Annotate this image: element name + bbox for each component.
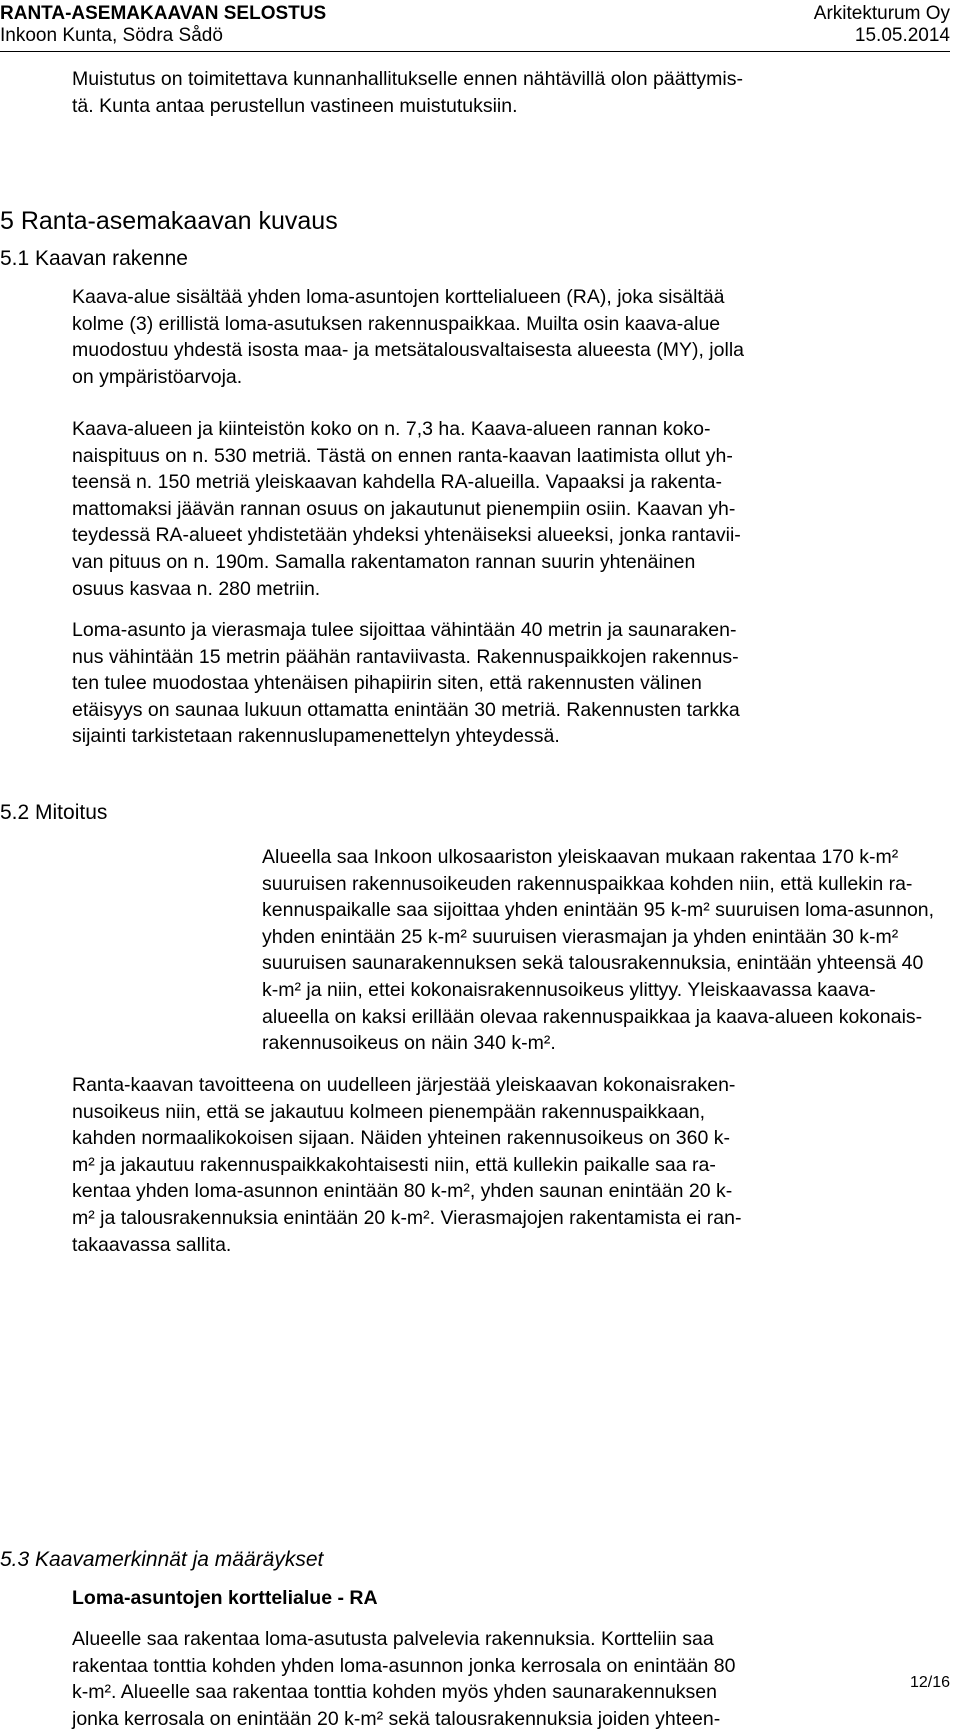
text-line: m² ja talousrakennuksia enintään 20 k-m². Vierasmajojen rakentamista ei ran- (72, 1206, 742, 1229)
text-line: kentaa yhden loma-asunnon enintään 80 k-m², yhden saunan enintään 20 k- (72, 1180, 733, 1203)
text-line: Alueelle saa rakentaa loma-asutusta palvelevia rakennuksia. Kortteliin saa (72, 1628, 714, 1650)
text-line: kennuspaikalle saa sijoittaa yhden enintään 95 k-m² suuruisen loma-asunnon, (262, 899, 935, 922)
text-line: alueella on kaksi erillään olevaa rakennuspaikkaa ja kaava-alueen kokonais- (262, 1005, 923, 1028)
text-line: nusoikeus niin, että se jakautuu kolmeen pienempään rakennuspaikkaan, (72, 1100, 706, 1123)
paragraph-5-3-a (72, 1626, 862, 1732)
text-line: Kaava-alueen ja kiinteistön koko on n. 7,3 ha. Kaava-alueen rannan koko- (72, 418, 711, 440)
text-line: takaavassa sallita. (72, 1233, 232, 1256)
section-heading-5-3: 5.3 Kaavamerkinnät ja määräykset (0, 1548, 324, 1571)
text-line: ten tulee muodostaa yhtenäisen pihapiirin siten, että rakennusten välinen (72, 672, 702, 695)
subheading-ra: Loma-asuntojen korttelialue - RA (72, 1587, 378, 1609)
header-divider (0, 51, 950, 52)
text-line: Kaava-alue sisältää yhden loma-asuntojen korttelialueen (RA), joka sisältää (72, 286, 725, 308)
text-line: Loma-asunto ja vierasmaja tulee sijoittaa vähintään 40 metrin ja saunaraken- (72, 619, 737, 641)
paragraph-5-1-a (72, 284, 862, 390)
text-line: osuus kasvaa n. 280 metriin. (72, 577, 321, 600)
text-line: k-m² ja niin, ettei kokonaisrakennusoikeus ylittyy. Yleiskaavassa kaava- (262, 978, 876, 1001)
paragraph-5-1-c (72, 617, 862, 750)
text-line: suuruisen saunarakennuksen sekä talousrakennuksia, enintään yhteensä 40 (262, 952, 924, 975)
text-line: yhden enintään 25 k-m² suuruisen vierasmajan ja yhden enintään 30 k-m² (262, 925, 899, 948)
section-heading-5-2: 5.2 Mitoitus (0, 801, 108, 824)
text-line: teensä n. 150 metriä yleiskaavan kahdella RA-alueilla. Vapaaksi ja rakenta- (72, 471, 723, 494)
text-line: sijainti tarkistetaan rakennuslupamenettelyn yhteydessä. (72, 725, 560, 748)
text-line: muodostuu yhdestä isosta maa- ja metsätalousvaltaisesta alueesta (MY), jolla (72, 339, 744, 362)
text-line: nus vähintään 15 metrin päähän rantaviivasta. Rakennuspaikkojen rakennus- (72, 645, 739, 668)
text-line: mattomaksi jäävän rannan osuus on jakautunut pienempiin osiin. Kaavan yh- (72, 497, 736, 520)
text-line: kolme (3) erillistä loma-asutuksen rakennuspaikkaa. Muilta osin kaava-alue (72, 312, 721, 335)
paragraph-5-2-a (262, 844, 935, 1057)
document-location: Inkoon Kunta, Södra Sådö (0, 25, 223, 46)
text-line: jonka kerrosala on enintään 20 k-m² sekä talousrakennuksia joiden yhteen- (72, 1707, 721, 1730)
text-line: tä. Kunta antaa perustellun vastineen muistutuksiin. (72, 94, 518, 117)
text-line: etäisyys on saunaa lukuun ottamatta enintään 30 metriä. Rakennusten tarkka (72, 698, 740, 721)
section-heading-5-1: 5.1 Kaavan rakenne (0, 247, 188, 270)
text-line: rakennusoikeus on näin 340 k-m². (262, 1032, 556, 1055)
intro-paragraph (72, 66, 862, 119)
text-line: Ranta-kaavan tavoitteena on uudelleen järjestää yleiskaavan kokonaisraken- (72, 1074, 736, 1096)
text-line: on ympäristöarvoja. (72, 365, 243, 388)
document-date: 15.05.2014 (854, 25, 950, 46)
section-heading-5: 5 Ranta-asemakaavan kuvaus (0, 207, 338, 235)
paragraph-5-1-b (72, 416, 862, 602)
text-line: Muistutus on toimitettava kunnanhallitukselle ennen nähtävillä olon päättymis- (72, 68, 743, 90)
text-line: m² ja jakautuu rakennuspaikkakohtaisesti niin, että kullekin paikalle saa ra- (72, 1153, 716, 1176)
text-line: Alueella saa Inkoon ulkosaariston yleiskaavan mukaan rakentaa 170 k-m² (262, 846, 899, 868)
page-number: 12/16 (909, 1674, 950, 1691)
text-line: van pituus on n. 190m. Samalla rakentamaton rannan suurin yhtenäinen (72, 550, 696, 573)
text-line: teydessä RA-alueet yhdistetään yhdeksi yhtenäiseksi alueeksi, jonka rantavii- (72, 524, 741, 547)
page-header (0, 0, 960, 52)
text-line: k-m². Alueelle saa rakentaa tonttia kohden myös yhden saunarakennuksen (72, 1681, 717, 1704)
text-line: naispituus on n. 530 metriä. Tästä on ennen ranta-kaavan laatimista ollut yh- (72, 444, 733, 467)
text-line: suuruisen rakennusoikeuden rakennuspaikkaa kohden niin, että kullekin ra- (262, 872, 913, 895)
company-name: Arkitekturum Oy (813, 3, 950, 24)
text-line: kahden normaalikokoisen sijaan. Näiden yhteinen rakennusoikeus on 360 k- (72, 1127, 731, 1150)
document-title: RANTA-ASEMAKAAVAN SELOSTUS (0, 3, 327, 24)
text-line: rakentaa tonttia kohden yhden loma-asunnon jonka kerrosala on enintään 80 (72, 1654, 736, 1677)
paragraph-5-2-b (72, 1072, 862, 1258)
